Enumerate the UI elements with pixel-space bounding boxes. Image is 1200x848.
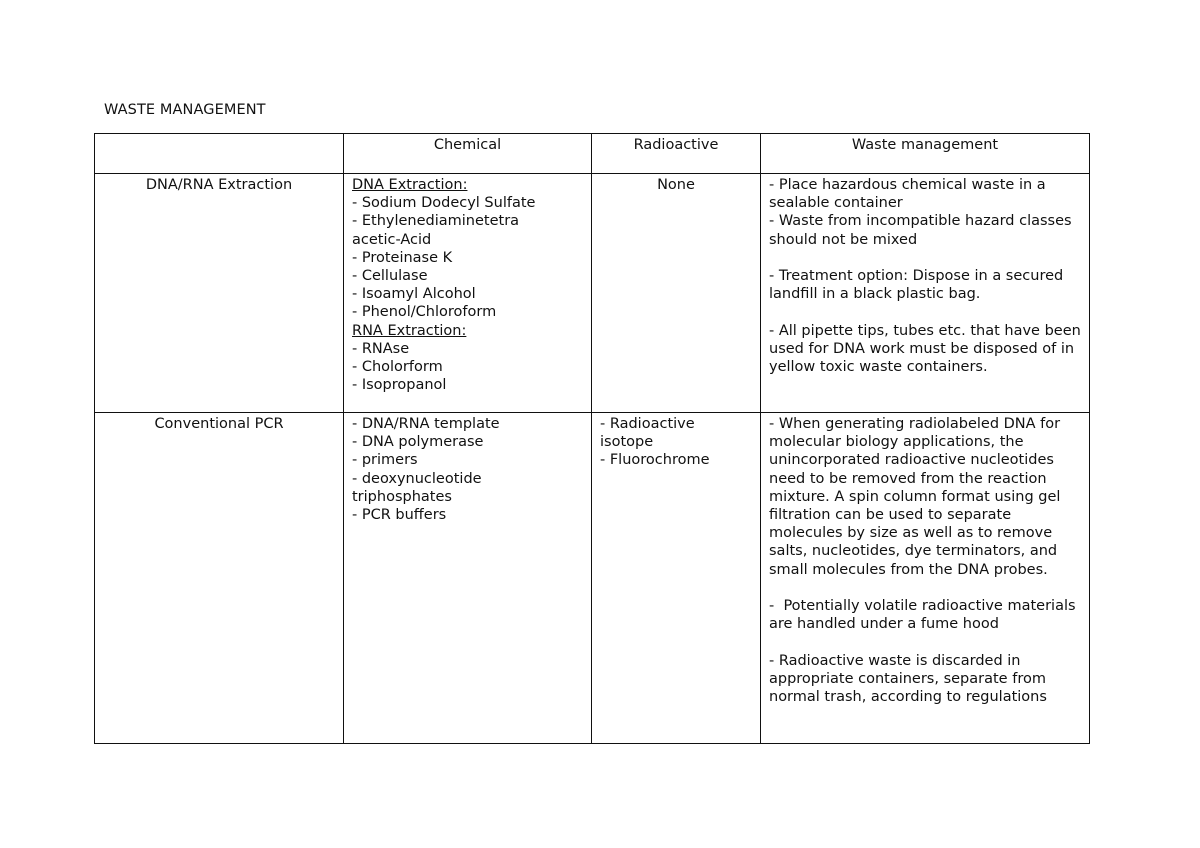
list-item: - Proteinase K: [352, 249, 453, 266]
list-item: - DNA/RNA template: [352, 416, 500, 432]
list-item: - Cellulase: [352, 268, 428, 285]
waste-paragraph: - When generating radiolabeled DNA for molecular biology applications, the unincorporated radioactive nucleotides need to be removed from the reaction mixture. A spin column format using gel filtration can be used to separate molecules by size as well as to remove salts, nucleotides, dye terminators, and small molecules from the DNA probes.: [769, 416, 1066, 578]
waste-paragraph: - Radioactive waste is discarded in appropriate containers, separate from normal trash, according to regulations: [769, 652, 1051, 706]
table-row: [95, 174, 1090, 413]
table-row: [95, 413, 1090, 744]
list-item: - PCR buffers: [352, 507, 447, 524]
waste-paragraph: - All pipette tips, tubes etc. that have been used for DNA work must be disposed of in yellow toxic waste containers.: [769, 322, 1086, 375]
list-item: - deoxynucleotide triphosphates: [352, 470, 487, 505]
list-item: - RNAse: [352, 340, 410, 357]
row-name-dna-rna-extraction: DNA/RNA Extraction: [95, 174, 344, 413]
waste-cell-dna-rna: [761, 174, 1090, 413]
list-item: - Isopropanol: [352, 377, 447, 394]
table-header-row: [95, 134, 1090, 174]
paragraph-spacer: [769, 249, 1081, 267]
waste-management-table: [94, 133, 1090, 744]
paragraph-spacer: [769, 579, 1081, 597]
waste-paragraph: - Potentially volatile radioactive materials are handled under a fume hood: [769, 598, 1081, 633]
header-cell-waste-management: Waste management: [761, 134, 1090, 174]
list-item: - Ethylenediaminetetra: [352, 213, 520, 230]
waste-paragraph: - Place hazardous chemical waste in a sealable container - Waste from incompatible hazard classes should not be mixed: [769, 177, 1072, 248]
paragraph-spacer: [769, 633, 1081, 651]
radioactive-cell-pcr: [592, 413, 761, 744]
header-cell-chemical: Chemical: [344, 134, 592, 174]
dna-extraction-heading: DNA Extraction:: [352, 177, 468, 193]
row-name-conventional-pcr: Conventional PCR: [95, 413, 344, 744]
waste-cell-pcr: [761, 413, 1090, 744]
list-item: acetic-Acid: [352, 231, 432, 248]
document-title: WASTE MANAGEMENT: [104, 102, 266, 118]
list-item: - Radioactive isotope: [600, 416, 700, 451]
chemical-cell-dna-rna: [344, 174, 592, 413]
list-item: - Phenol/Chloroform: [352, 304, 497, 321]
list-item: - DNA polymerase: [352, 434, 484, 451]
radioactive-cell-dna-rna: None: [592, 174, 761, 413]
list-item: - Isoamyl Alcohol: [352, 286, 476, 303]
list-item: - Sodium Dodecyl Sulfate: [352, 195, 536, 212]
list-item: - primers: [352, 452, 418, 469]
chemical-cell-pcr: [344, 413, 592, 744]
list-item: - Fluorochrome: [600, 452, 710, 469]
paragraph-spacer: [769, 303, 1081, 321]
header-cell-empty: [95, 134, 344, 174]
header-cell-radioactive: Radioactive: [592, 134, 761, 174]
waste-paragraph: - Treatment option: Dispose in a secured landfill in a black plastic bag.: [769, 268, 1068, 303]
list-item: - Cholorform: [352, 359, 443, 376]
rna-extraction-heading: RNA Extraction:: [352, 322, 467, 339]
